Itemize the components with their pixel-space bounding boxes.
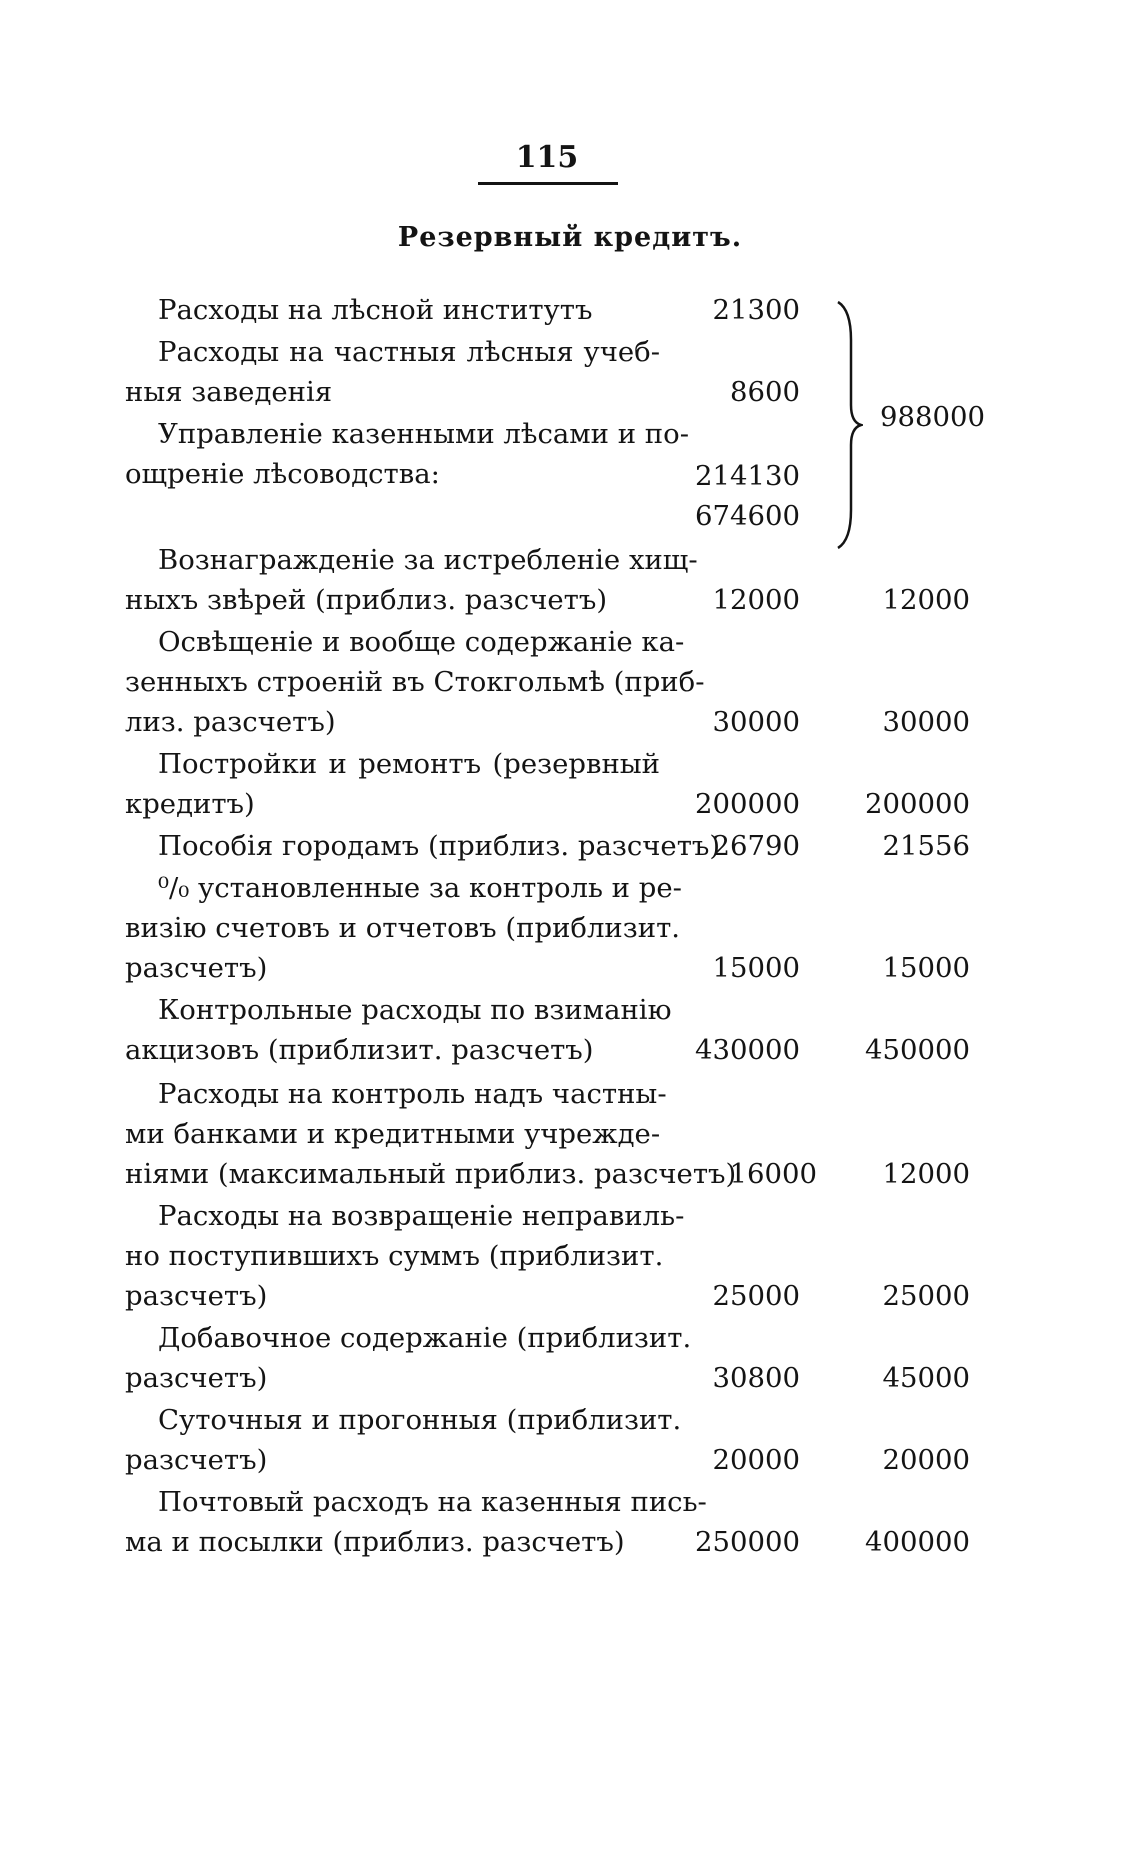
group-value: 674600: [695, 500, 800, 532]
entry-value-a: 26790: [712, 830, 800, 862]
group-line: ощреніе лѣсоводства:: [125, 458, 440, 490]
entry-line: разсчетъ): [125, 952, 268, 984]
entry-line: разсчетъ): [125, 1362, 268, 1394]
entry-line: Контрольные расходы по взиманію: [158, 994, 672, 1026]
entry-line: лиз. разсчетъ): [125, 706, 336, 738]
entry-value-b: 12000: [882, 1158, 970, 1190]
entry-value-b: 30000: [882, 706, 970, 738]
entry-line: Освѣщеніе и вообще содержаніе ка-: [158, 626, 685, 658]
entry-line: ми банками и кредитными учрежде-: [125, 1118, 661, 1150]
group-line: Управленіе казенными лѣсами и по-: [158, 418, 689, 450]
entry-value-a: 12000: [712, 584, 800, 616]
section-heading: Резервный кредитъ.: [397, 222, 743, 253]
group-line: ныя заведенія: [125, 376, 333, 408]
entry-value-a: 16000: [729, 1158, 817, 1190]
entry-value-b: 200000: [865, 788, 970, 820]
entry-value-b: 15000: [882, 952, 970, 984]
curly-brace-icon: [833, 300, 863, 550]
entry-line: Пособія городамъ (приблиз. разсчетъ): [158, 830, 721, 862]
page-number: 115: [515, 140, 579, 175]
group-line: Расходы на частныя лѣсныя учеб-: [158, 336, 660, 368]
entry-line: визію счетовъ и отчетовъ (приблизит.: [125, 912, 681, 944]
entry-line: зенныхъ строеній въ Стокгольмѣ (приб-: [125, 666, 705, 698]
entry-line: ма и посылки (приблиз. разсчетъ): [125, 1526, 625, 1558]
entry-value-a: 250000: [695, 1526, 800, 1558]
entry-value-b: 20000: [882, 1444, 970, 1476]
entry-line: Расходы на возвращеніе неправиль-: [158, 1200, 685, 1232]
entry-line: разсчетъ): [125, 1280, 268, 1312]
entry-line: но поступившихъ суммъ (приблизит.: [125, 1240, 664, 1272]
entry-line: Почтовый расходъ на казенныя пись-: [158, 1486, 707, 1518]
entry-line: Расходы на контроль надъ частны-: [158, 1078, 667, 1110]
entry-line: Вознагражденіе за истребленіе хищ-: [158, 544, 698, 576]
entry-line: ныхъ звѣрей (приблиз. разсчетъ): [125, 584, 608, 616]
entry-line: Суточныя и прогонныя (приблизит.: [158, 1404, 682, 1436]
entry-line: Добавочное содержаніе (приблизит.: [158, 1322, 692, 1354]
entry-value-a: 15000: [712, 952, 800, 984]
entry-line: акцизовъ (приблизит. разсчетъ): [125, 1034, 594, 1066]
entry-value-b: 45000: [882, 1362, 970, 1394]
group-value: 21300: [712, 294, 800, 326]
page-number-rule: [478, 182, 618, 185]
entry-value-b: 450000: [865, 1034, 970, 1066]
entry-value-b: 21556: [882, 830, 970, 862]
entry-value-a: 30800: [712, 1362, 800, 1394]
entry-value-a: 20000: [712, 1444, 800, 1476]
group-line: Расходы на лѣсной институтъ: [158, 294, 593, 326]
entry-line: ніями (максимальный приблиз. разсчетъ): [125, 1158, 737, 1190]
group-value: 214130: [695, 460, 800, 492]
entry-value-b: 25000: [882, 1280, 970, 1312]
entry-value-a: 200000: [695, 788, 800, 820]
group-value: 8600: [730, 376, 800, 408]
entry-line: кредитъ): [125, 788, 255, 820]
entry-line: разсчетъ): [125, 1444, 268, 1476]
entry-line: Постройки и ремонтъ (резервный: [158, 748, 660, 780]
entry-line: ⁰/₀ установленные за контроль и ре-: [158, 872, 682, 904]
entry-value-b: 400000: [865, 1526, 970, 1558]
entry-value-a: 25000: [712, 1280, 800, 1312]
group-total: 988000: [880, 401, 985, 433]
entry-value-a: 30000: [712, 706, 800, 738]
entry-value-b: 12000: [882, 584, 970, 616]
entry-value-a: 430000: [695, 1034, 800, 1066]
